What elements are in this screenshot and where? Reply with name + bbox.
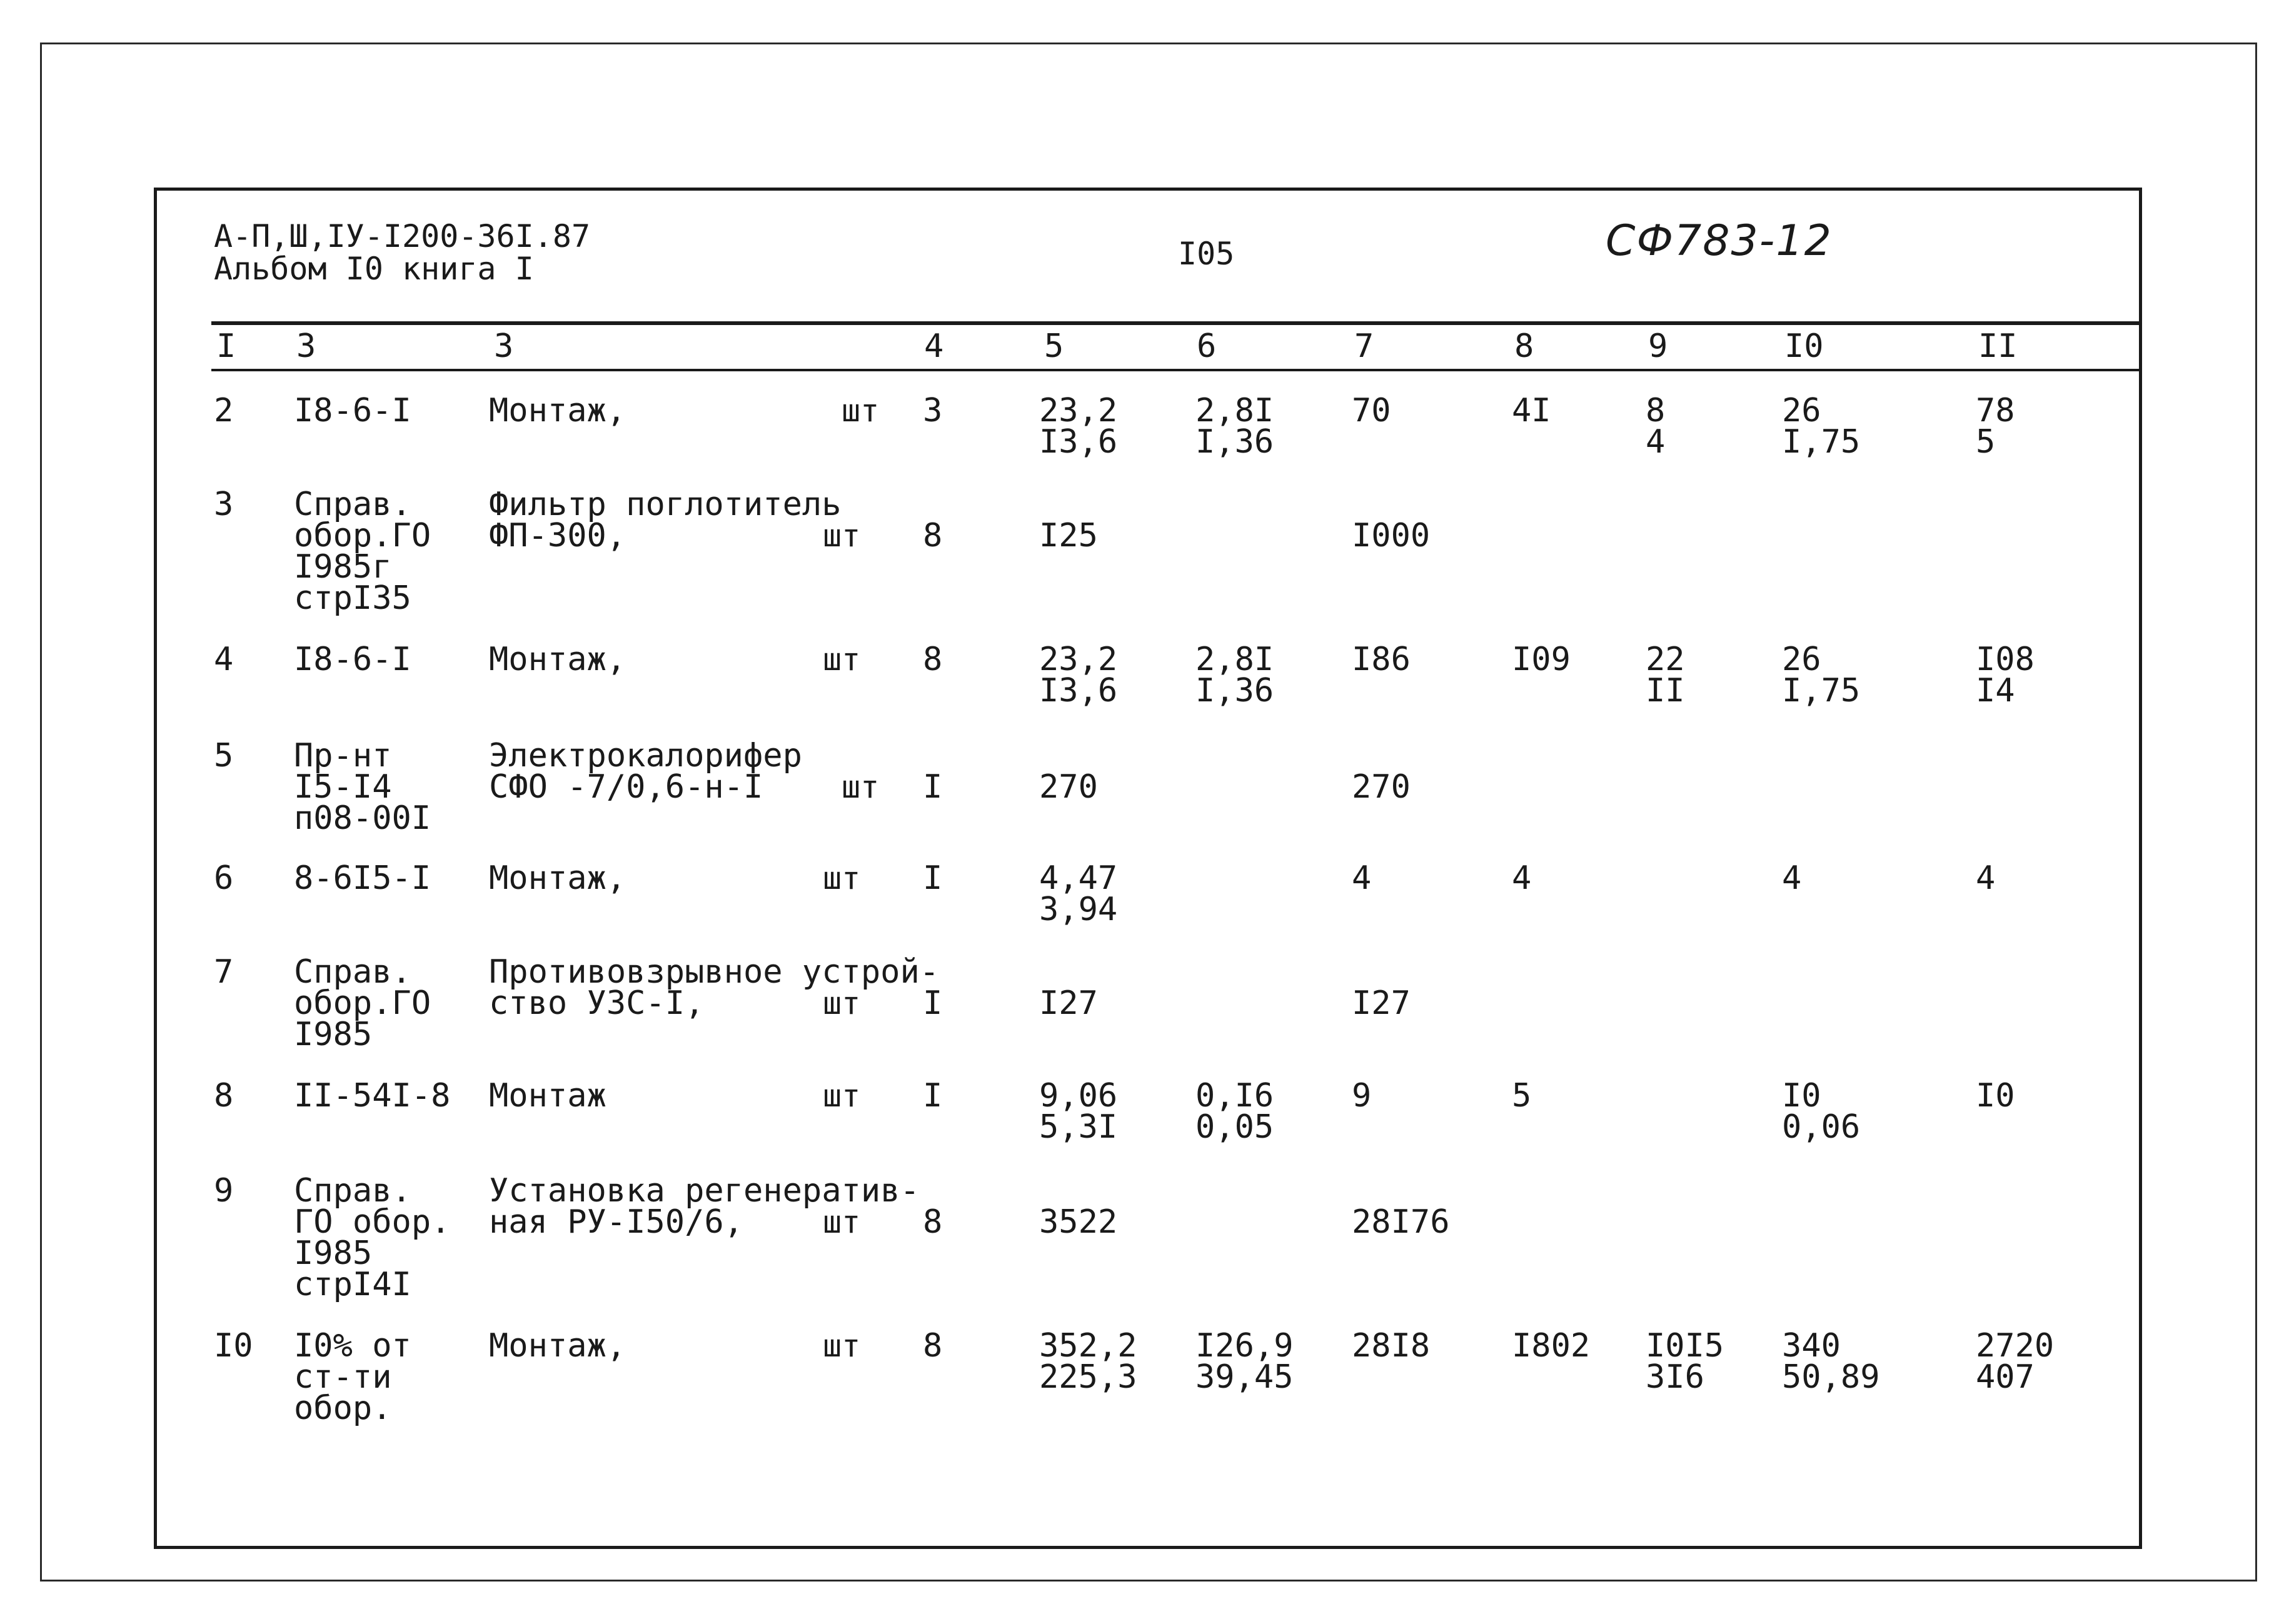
row-name: Электрокалорифер СФО -7/0,6-н-I xyxy=(489,737,802,806)
row-quantity: 8 xyxy=(923,1327,943,1365)
row-col-5: 3522 xyxy=(1039,1203,1118,1241)
row-quantity: 3 xyxy=(923,392,943,429)
row-col-11: 4 xyxy=(1976,860,1996,897)
page-number: I05 xyxy=(1178,236,1235,272)
column-header: I0 xyxy=(1784,328,1824,365)
row-col-5: I27 xyxy=(1039,985,1098,1022)
row-col-11: I08 I4 xyxy=(1976,641,2035,709)
column-header: 8 xyxy=(1514,328,1534,365)
row-col-10: 26 I,75 xyxy=(1782,392,1861,461)
row-quantity: I xyxy=(923,985,943,1022)
row-reference: Справ. обор.ГО I985г стрI35 xyxy=(294,486,431,617)
row-unit: шт xyxy=(823,1204,861,1240)
row-quantity: 8 xyxy=(923,641,943,678)
row-col-8: 4I xyxy=(1512,392,1551,429)
row-name: Монтаж, xyxy=(489,641,626,678)
row-col-5: 4,47 3,94 xyxy=(1039,860,1118,928)
column-header: II xyxy=(1978,328,2018,365)
row-col-11: 2720 407 xyxy=(1976,1327,2055,1396)
table-top-rule xyxy=(211,321,2140,325)
row-col-7: 28I76 xyxy=(1352,1203,1450,1241)
row-reference: Справ. ГО обор. I985 стрI4I xyxy=(294,1172,451,1303)
row-unit: шт xyxy=(823,860,861,896)
row-col-6: 0,I6 0,05 xyxy=(1195,1077,1274,1146)
row-col-7: 9 xyxy=(1352,1077,1372,1115)
row-col-10: 4 xyxy=(1782,860,1802,897)
row-unit: шт xyxy=(842,393,880,429)
row-number: 7 xyxy=(214,953,234,991)
row-name: Монтаж xyxy=(489,1077,606,1115)
row-reference: Пр-нт I5-I4 п08-00I xyxy=(294,737,431,837)
row-col-10: I0 0,06 xyxy=(1782,1077,1861,1146)
row-col-11: I0 xyxy=(1976,1077,2015,1115)
row-col-8: 5 xyxy=(1512,1077,1532,1115)
row-col-11: 78 5 xyxy=(1976,392,2015,461)
row-number: 6 xyxy=(214,860,234,897)
row-reference: 8-6I5-I xyxy=(294,860,431,897)
row-unit: шт xyxy=(842,769,880,805)
row-unit: шт xyxy=(823,518,861,554)
row-col-8: 4 xyxy=(1512,860,1532,897)
row-col-8: I09 xyxy=(1512,641,1571,678)
row-col-6: 2,8I I,36 xyxy=(1195,641,1274,709)
column-header: I xyxy=(216,328,236,365)
row-col-5: 270 xyxy=(1039,768,1098,806)
row-number: 9 xyxy=(214,1172,234,1210)
row-col-7: 4 xyxy=(1352,860,1372,897)
row-col-5: 352,2 225,3 xyxy=(1039,1327,1137,1396)
row-name: Установка регенератив- ная РУ-I50/6, xyxy=(489,1172,920,1241)
row-col-7: 70 xyxy=(1352,392,1391,429)
column-header: 4 xyxy=(924,328,944,365)
row-col-7: I27 xyxy=(1352,985,1411,1022)
row-number: 3 xyxy=(214,486,234,523)
row-reference: II-54I-8 xyxy=(294,1077,451,1115)
doc-code: СФ783-12 xyxy=(1606,216,1833,266)
column-header: 5 xyxy=(1044,328,1064,365)
row-number: 4 xyxy=(214,641,234,678)
row-unit: шт xyxy=(823,1078,861,1114)
row-col-9: 8 4 xyxy=(1646,392,1666,461)
row-name: Монтаж, xyxy=(489,1327,626,1365)
row-col-7: I86 xyxy=(1352,641,1411,678)
row-col-5: I25 xyxy=(1039,517,1098,554)
row-unit: шт xyxy=(823,985,861,1021)
row-number: I0 xyxy=(214,1327,253,1365)
row-col-10: 340 50,89 xyxy=(1782,1327,1880,1396)
row-reference: Справ. обор.ГО I985 xyxy=(294,953,431,1053)
row-col-5: 9,06 5,3I xyxy=(1039,1077,1118,1146)
row-reference: I0% от ст-ти обор. xyxy=(294,1327,411,1427)
row-col-6: I26,9 39,45 xyxy=(1195,1327,1294,1396)
doc-header-line2: Альбом I0 книга I xyxy=(214,251,534,287)
column-header: 9 xyxy=(1648,328,1668,365)
row-col-5: 23,2 I3,6 xyxy=(1039,641,1118,709)
row-number: 8 xyxy=(214,1077,234,1115)
row-col-9: I0I5 3I6 xyxy=(1646,1327,1724,1396)
row-col-5: 23,2 I3,6 xyxy=(1039,392,1118,461)
row-unit: шт xyxy=(823,641,861,678)
row-col-10: 26 I,75 xyxy=(1782,641,1861,709)
row-col-7: 270 xyxy=(1352,768,1411,806)
row-name: Монтаж, xyxy=(489,392,626,429)
row-col-6: 2,8I I,36 xyxy=(1195,392,1274,461)
row-number: 5 xyxy=(214,737,234,774)
row-quantity: I xyxy=(923,768,943,806)
row-number: 2 xyxy=(214,392,234,429)
row-name: Фильтр поглотитель ФП-300, xyxy=(489,486,842,554)
column-header: 7 xyxy=(1354,328,1374,365)
row-quantity: 8 xyxy=(923,1203,943,1241)
row-col-8: I802 xyxy=(1512,1327,1591,1365)
row-unit: шт xyxy=(823,1328,861,1364)
row-reference: I8-6-I xyxy=(294,392,411,429)
doc-header-line1: А-П,Ш,IУ-I200-36I.87 xyxy=(214,218,591,254)
row-name: Монтаж, xyxy=(489,860,626,897)
column-header: 3 xyxy=(296,328,316,365)
row-col-7: I000 xyxy=(1352,517,1431,554)
row-col-7: 28I8 xyxy=(1352,1327,1431,1365)
table-header-rule xyxy=(211,369,2140,371)
row-reference: I8-6-I xyxy=(294,641,411,678)
row-quantity: I xyxy=(923,1077,943,1115)
row-col-9: 22 II xyxy=(1646,641,1685,709)
row-quantity: I xyxy=(923,860,943,897)
column-header: 6 xyxy=(1197,328,1217,365)
row-quantity: 8 xyxy=(923,517,943,554)
row-name: Противовзрывное устрой- ство УЗС-I, xyxy=(489,953,940,1022)
column-header: 3 xyxy=(494,328,514,365)
